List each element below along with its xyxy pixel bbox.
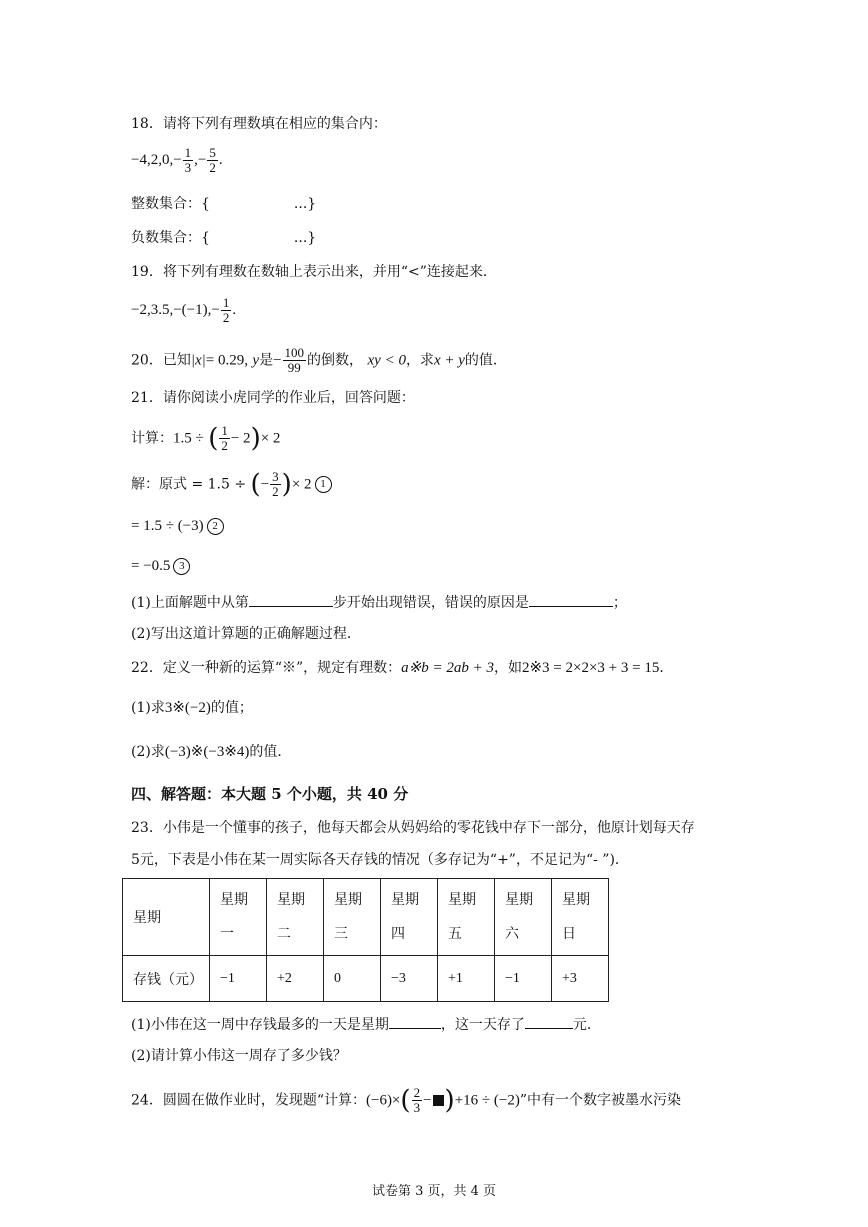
q21-calc: 计算：1.5 ÷ ( $\frac{1}{2}$ − 2)× 2 — [131, 423, 281, 454]
table-cell-day: 星期 日 — [552, 879, 609, 956]
page-footer: 试卷第 3 页，共 4 页 — [371, 1184, 497, 1199]
q21-solution-line2: = 1.5 ÷ (−3) 2 — [131, 516, 224, 536]
step-marker: 2 — [207, 518, 224, 535]
q18-integer-set: 整数集合：{ ...} — [131, 196, 317, 212]
step-marker: 1 — [315, 476, 332, 493]
q21-part2: (2)写出这道计算题的正确解题过程． — [131, 626, 361, 642]
q23-stem-line2: 5元，下表是小伟在某一周实际各天存钱的情况（多存记为“+”，不足记为“- ”)． — [131, 852, 629, 868]
q19-stem: 19．将下列有理数在数轴上表示出来，并用“<”连接起来． — [131, 264, 497, 280]
q23-part1: (1)小伟在这一周中存钱最多的一天是星期 ，这一天存了 元． — [131, 1014, 601, 1035]
q22-stem: 22．定义一种新的运算“※”，规定有理数：a※b = 2ab + 3，如2※3 = 2×2×3 + 3 = 15． — [131, 660, 674, 676]
q23-part2: (2)请计算小伟这一周存了多少钱？ — [131, 1048, 347, 1064]
fraction: $\frac{1}{2}$ — [221, 423, 228, 453]
table-cell-day: 星期 一 — [210, 879, 267, 956]
table-cell-value: 0 — [324, 956, 381, 1002]
table-cell-day: 星期 三 — [324, 879, 381, 956]
q21-solution-line3: = −0.5 3 — [131, 556, 190, 576]
table-cell-value: −1 — [495, 956, 552, 1002]
q21-part1: (1)上面解题中从第 步开始出现错误，错误的原因是 ； — [131, 592, 627, 613]
q21-stem: 21．请你阅读小虎同学的作业后，回答问题： — [131, 390, 415, 406]
q21-solution-line1: 解：原式 = 1.5 ÷ (− $\frac{3}{2}$ )× 2 1 — [131, 470, 332, 499]
table-cell-day: 星期 二 — [267, 879, 324, 956]
fraction: $\frac{100}{99}$ — [284, 345, 305, 375]
q18-negative-set: 负数集合：{ ...} — [131, 230, 317, 246]
table-cell-day: 星期 六 — [495, 879, 552, 956]
fraction: $\frac{3}{2}$ — [272, 469, 279, 499]
table-cell-day: 星期 五 — [438, 879, 495, 956]
savings-table — [122, 878, 609, 1002]
table-cell-day: 星期 四 — [381, 879, 438, 956]
fraction: $\frac{5}{2}$ — [209, 145, 216, 175]
table-cell-value: +1 — [438, 956, 495, 1002]
step-marker: 3 — [173, 558, 190, 575]
table-row — [123, 956, 609, 1002]
table-cell-value: −3 — [381, 956, 438, 1002]
q20-text: 20．已知|x|= 0.29, y是− $\frac{100}{99}$ 的倒数， xy < 0，求x + y的值． — [131, 345, 507, 375]
table-header-cell: 星期 — [123, 879, 210, 956]
q18-stem: 18．请将下列有理数填在相应的集合内： — [131, 116, 387, 132]
fraction: $\frac{1}{2}$ — [222, 295, 230, 325]
ink-blot-icon — [433, 1095, 444, 1106]
table-header-cell: 存钱（元） — [123, 956, 210, 1002]
q18-numbers: −4,2,0,− $\frac{1}{3}$ ,− $\frac{5}{2}$ . — [131, 145, 223, 175]
table-cell-value: −1 — [210, 956, 267, 1002]
q22-part2: (2)求(−3)※(−3※4)的值． — [131, 744, 292, 760]
q19-numbers: −2,3.5,−(−1),− $\frac{1}{2}$ . — [131, 295, 237, 325]
fraction: $\frac{1}{3}$ — [184, 145, 192, 175]
q22-part1: (1)求3※(−2)的值； — [131, 700, 253, 716]
table-cell-value: +3 — [552, 956, 609, 1002]
q23-stem-line1: 23．小伟是一个懂事的孩子，他每天都会从妈妈给的零花钱中存下一部分，他原计划每天存 — [131, 820, 695, 836]
table-row — [123, 879, 609, 956]
q24-text: 24．圆圆在做作业时，发现题“计算：(−6)×( $\frac{2}{3}$ − )+16 ÷ (−2)”中有一个数字被墨水污染 — [131, 1085, 682, 1116]
table-cell-value: +2 — [267, 956, 324, 1002]
section-heading: 四、解答题：本大题 5 个小题，共 40 分 — [131, 785, 409, 803]
fraction: $\frac{2}{3}$ — [413, 1085, 421, 1115]
